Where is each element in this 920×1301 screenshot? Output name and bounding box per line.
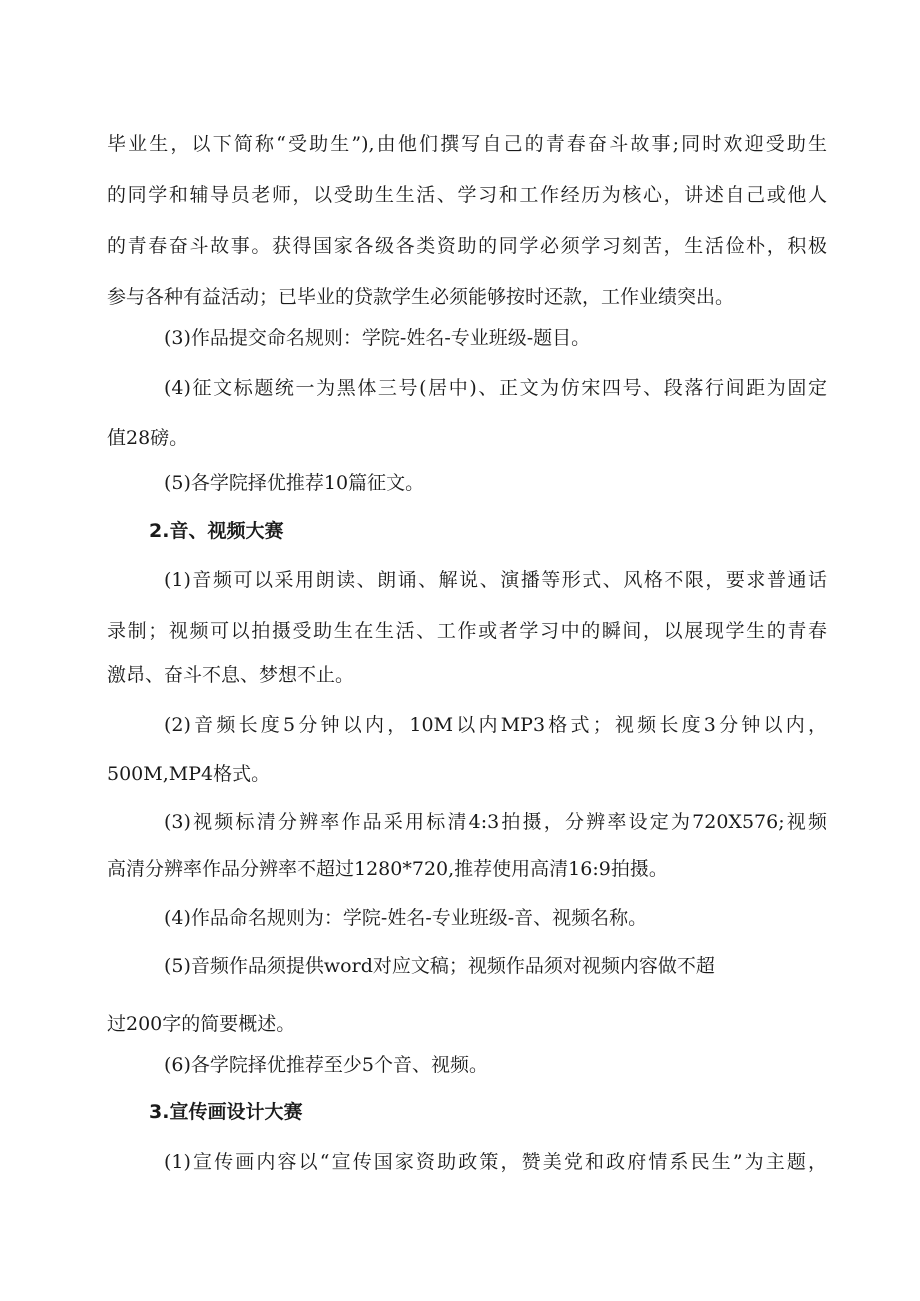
section-heading: 2.音、视频大赛: [149, 520, 284, 542]
paragraph-line: 的同学和辅导员老师，以受助生生活、学习和工作经历为核心，讲述自己或他人: [107, 184, 827, 206]
paragraph-line: 的青春奋斗故事。获得国家各级各类资助的同学必须学习刻苦，生活俭朴，积极: [107, 235, 827, 257]
paragraph-line: 值28磅。: [107, 427, 189, 449]
section-heading: 3.宣传画设计大赛: [149, 1101, 303, 1123]
paragraph-line: (3)作品提交命名规则：学院-姓名-专业班级-题目。: [164, 327, 591, 349]
paragraph-line: 高清分辨率作品分辨率不超过1280*720,推荐使用高清16:9拍摄。: [107, 858, 668, 880]
paragraph-line: 激昂、奋斗不息、梦想不止。: [107, 664, 355, 686]
paragraph-line: 毕业生，以下简称“受助生”),由他们撰写自己的青春奋斗故事;同时欢迎受助生: [107, 133, 827, 155]
paragraph-line: (6)各学院择优推荐至少5个音、视频。: [164, 1054, 489, 1076]
paragraph-line: 过200字的简要概述。: [107, 1013, 296, 1035]
paragraph-line: (5)各学院择优推荐10篇征文。: [164, 472, 425, 494]
paragraph-line: (1)音频可以采用朗读、朗诵、解说、演播等形式、风格不限，要求普通话: [164, 569, 827, 591]
paragraph-line: (2)音频长度5分钟以内，10M以内MP3格式；视频长度3分钟以内，: [164, 714, 827, 736]
paragraph-line: 参与各种有益活动；已毕业的贷款学生必须能够按时还款，工作业绩突出。: [107, 286, 735, 308]
paragraph-line: (5)音频作品须提供word对应文稿；视频作品须对视频内容做不超: [164, 955, 715, 977]
paragraph-line: (3)视频标清分辨率作品采用标清4:3拍摄，分辨率设定为720X576;视频: [164, 811, 827, 833]
paragraph-line: 500M,MP4格式。: [107, 763, 271, 785]
paragraph-line: 录制；视频可以拍摄受助生在生活、工作或者学习中的瞬间，以展现学生的青春: [107, 620, 827, 642]
paragraph-line: (1)宣传画内容以“宣传国家资助政策，赞美党和政府情系民生”为主题，: [164, 1151, 827, 1173]
paragraph-line: (4)征文标题统一为黑体三号(居中)、正文为仿宋四号、段落行间距为固定: [164, 377, 827, 399]
paragraph-line: (4)作品命名规则为：学院-姓名-专业班级-音、视频名称。: [164, 907, 648, 929]
